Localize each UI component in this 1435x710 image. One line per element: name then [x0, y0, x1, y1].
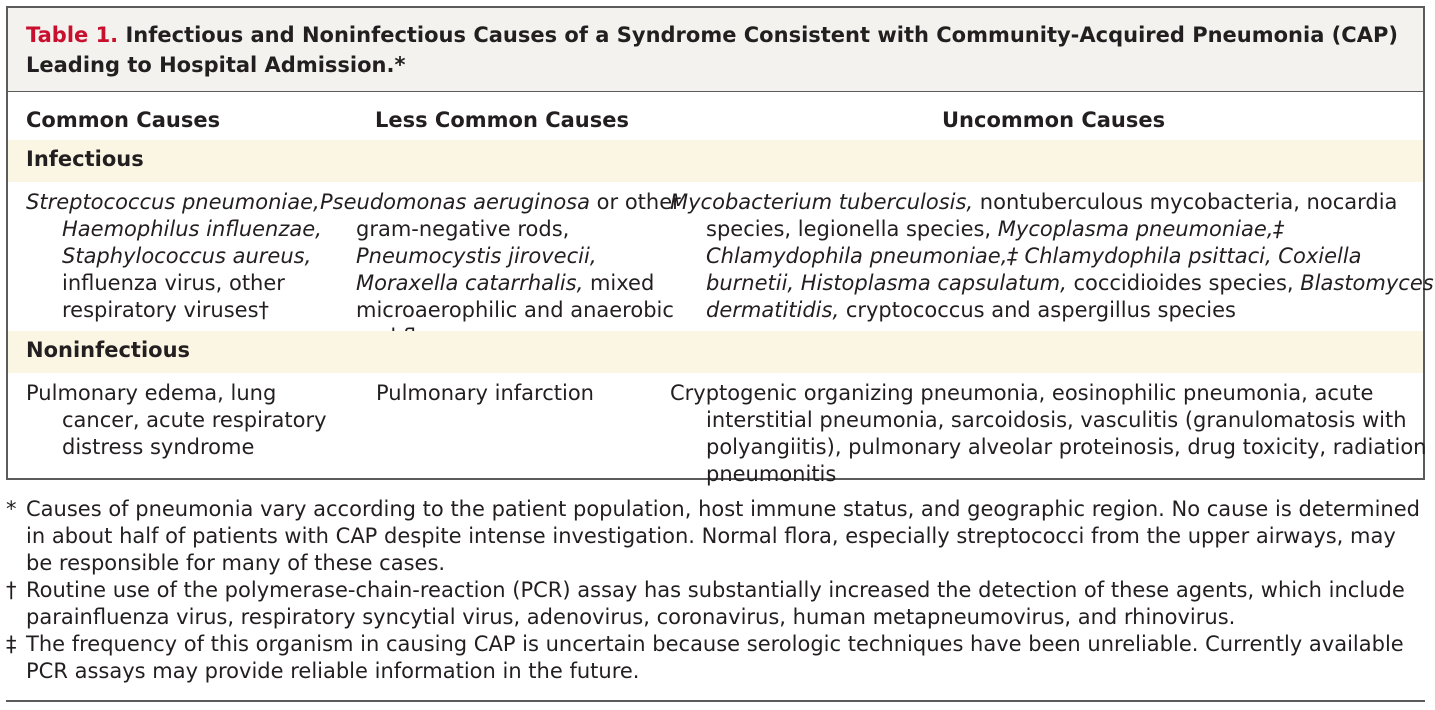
section-label-infectious: Infectious — [8, 140, 1423, 182]
column-header-uncommon: Uncommon Causes — [942, 108, 1166, 132]
cell-noninfectious-less-common — [320, 380, 650, 407]
cell-infectious-uncommon — [670, 189, 1435, 324]
italic-text-segment: Mycoplasma pneumoniae,‡ Chlamydophila pneumoniae,‡ Chlamydophila psittaci, Coxiella burnetii, Histoplasma capsulatum, — [706, 217, 1362, 295]
italic-text-segment: Pseudomonas aeruginosa — [320, 190, 590, 214]
footnote-mark: ‡ — [6, 632, 17, 656]
text-segment: cryptococcus and aspergillus species — [839, 298, 1236, 322]
footnote-text: The frequency of this organism in causing CAP is uncertain because serologic techniques have been unreliable. Currently available PCR assays may provide reliable information in the future. — [26, 632, 1404, 683]
footnote-asterisk — [6, 496, 1426, 577]
footnote-text: Causes of pneumonia vary according to the patient population, host immune status, and geographic region. No cause is determined in about half of patients with CAP despite intense investigation. Normal flora, especially streptococci from the upper airways, may be responsible for many of these cases. — [26, 497, 1420, 575]
italic-text-segment: Blastomyces dermatitidis, — [706, 271, 1434, 322]
text-segment: Pulmonary infarction — [375, 381, 594, 405]
table-title — [8, 8, 1423, 92]
footnote-dagger — [6, 577, 1426, 631]
column-header-common: Common Causes — [26, 108, 221, 132]
cell-noninfectious-uncommon — [670, 380, 1435, 488]
text-segment: or other gram-negative rods, — [356, 190, 681, 241]
footnote-double-dagger — [6, 631, 1426, 685]
footnotes — [6, 496, 1426, 685]
text-segment: nontuberculous mycobacteria, nocardia species, legionella species, — [706, 190, 1398, 241]
footnote-text: Routine use of the polymerase-chain-reaction (PCR) assay has substantially increased the detection of these agents, which include parainfluenza virus, respiratory syncytial virus, adenovirus, coronavirus, human metapneumovirus, and rhinovirus. — [26, 578, 1405, 629]
bottom-rule — [6, 700, 1425, 702]
italic-text-segment: Mycobacterium tuberculosis, — [670, 190, 974, 214]
cell-infectious-common — [26, 189, 340, 324]
footnote-mark: † — [6, 578, 17, 602]
footnote-mark: * — [6, 497, 17, 521]
cell-noninfectious-common — [26, 380, 340, 461]
italic-text-segment: Streptococcus pneumoniae, Haemophilus influenzae, Staphylococcus aureus, — [26, 190, 322, 268]
table-number: Table 1. — [26, 23, 119, 47]
text-segment: mixed microaerophilic and anaerobic — [356, 271, 674, 322]
text-segment: influenza virus, other respiratory viruses† — [62, 271, 285, 322]
table-caption: Infectious and Noninfectious Causes of a Syndrome Consistent with Community-Acquired Pneumonia (CAP) Leading to Hospital Admission.* — [26, 23, 1398, 77]
text-segment: coccidioides species, — [1066, 271, 1301, 295]
text-segment: Pulmonary edema, lung cancer, acute respiratory distress syndrome — [26, 381, 327, 459]
causes-table — [6, 6, 1434, 486]
cell-infectious-less-common — [320, 189, 686, 351]
text-segment: Cryptogenic organizing pneumonia, eosinophilic pneumonia, acute interstitial pneumonia, sarcoidosis, vasculitis (granulomatosis with polyangiitis), pulmonary alveolar proteinosis, drug toxicity, radiation pneumonitis — [670, 381, 1427, 486]
column-header-row — [8, 104, 1423, 140]
column-header-less-common: Less Common Causes — [375, 108, 629, 132]
italic-text-segment: Pneumocystis jirovecii, Moraxella catarrhalis, — [356, 244, 597, 295]
section-label-noninfectious: Noninfectious — [8, 331, 1423, 373]
